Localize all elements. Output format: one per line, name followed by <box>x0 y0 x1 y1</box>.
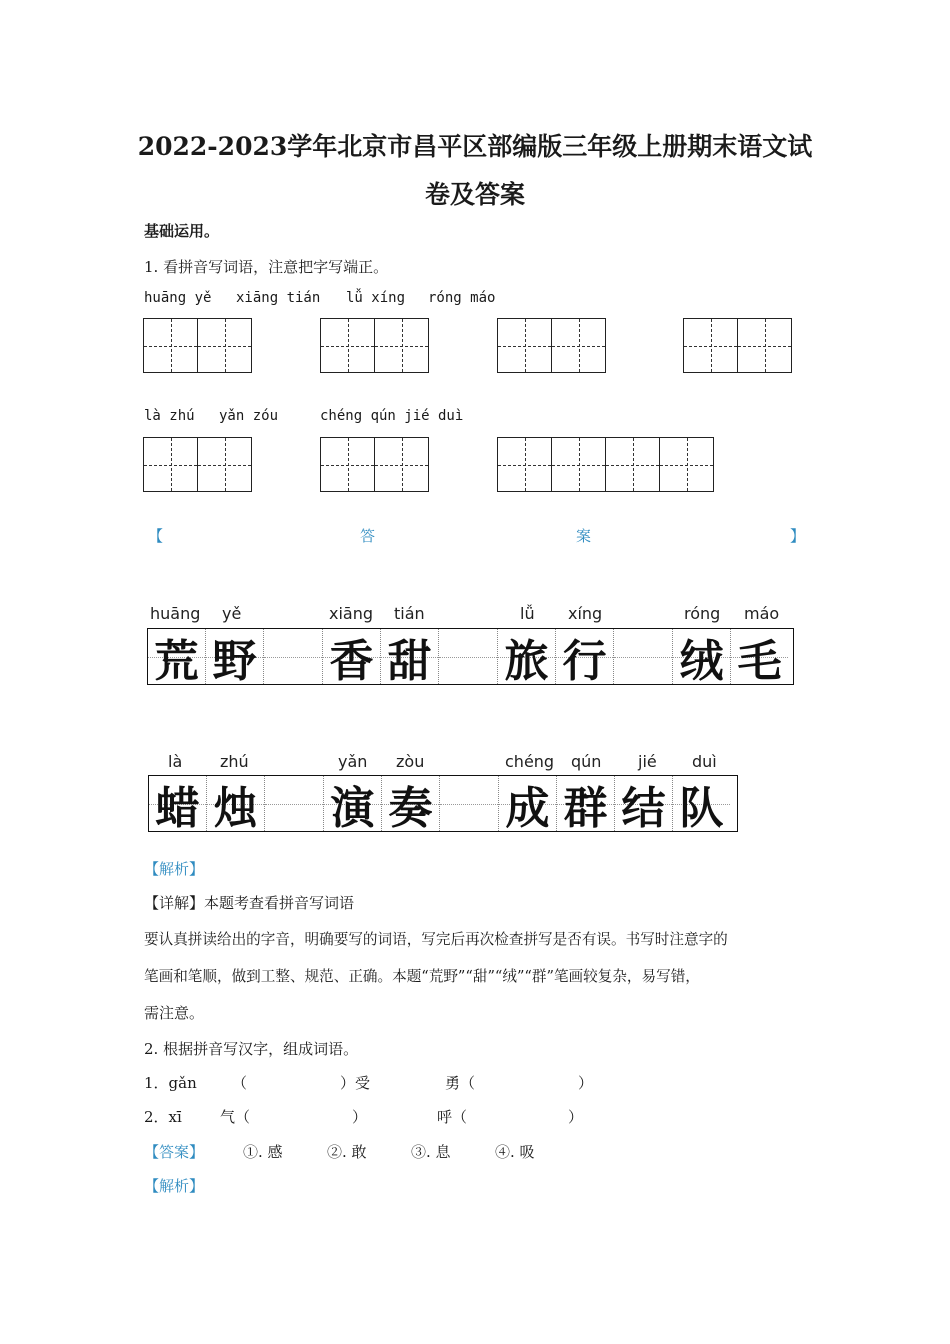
para-line-1: 要认真拼读给出的字音，明确要写的词语，写完后再次检查拼写是否有误。书写时注意字的 <box>144 931 728 948</box>
ans-py: huāng <box>150 604 201 623</box>
ans-py: máo <box>744 604 780 623</box>
detail-label: 【详解】 <box>144 894 205 912</box>
q2-line2-d: ） <box>568 1108 584 1126</box>
ans-char: 结 <box>621 782 666 834</box>
write-grid-2[interactable] <box>320 318 429 373</box>
section-heading: 基础运用。 <box>144 222 220 240</box>
q2-line1-open: （ <box>232 1074 248 1092</box>
ans-py: zhú <box>220 752 249 771</box>
detail-text: 本题考查看拼音写词语 <box>204 894 355 912</box>
q2-line1-d: ） <box>578 1074 594 1092</box>
write-grid-1[interactable] <box>143 318 252 373</box>
ans-char: 野 <box>212 635 257 687</box>
q2-answer-3: ③. 息 <box>411 1143 451 1161</box>
ans-py: yě <box>222 604 242 623</box>
ans-py: lǚ <box>520 604 535 623</box>
ans-py: zòu <box>396 752 425 771</box>
ans-py: xíng <box>568 604 603 623</box>
write-grid-5[interactable] <box>143 437 252 492</box>
ans-char: 成 <box>505 782 550 834</box>
ans-py: yǎn <box>338 752 368 771</box>
ans-char: 香 <box>329 635 374 687</box>
q2-answer-label: 【答案】 <box>144 1143 205 1161</box>
para-line-3: 需注意。 <box>144 1004 205 1022</box>
write-grid-7[interactable] <box>497 437 714 492</box>
q2-line2-b: ） <box>352 1108 368 1126</box>
q2-line1-close: ）受 <box>340 1074 371 1092</box>
ans-py: chéng <box>505 752 555 771</box>
q2-prompt: 2. 根据拼音写汉字，组成词语。 <box>144 1040 359 1058</box>
answer-strip-1 <box>147 628 794 685</box>
ans-py: róng <box>684 604 721 623</box>
ans-char: 奏 <box>388 782 433 834</box>
ans-char: 烛 <box>213 782 258 834</box>
q2-line2-num: 2．xī <box>144 1108 182 1126</box>
q2-analysis-label: 【解析】 <box>144 1177 205 1195</box>
q2-answer-4: ④. 吸 <box>495 1143 535 1161</box>
ans-char: 绒 <box>679 635 724 687</box>
ans-py: tián <box>394 604 425 623</box>
answer-bracket-close: 】 <box>790 527 806 545</box>
ans-py: là <box>168 752 183 771</box>
doc-title-line2: 卷及答案 <box>424 180 525 209</box>
write-grid-6[interactable] <box>320 437 429 492</box>
ans-char: 队 <box>679 782 724 834</box>
ans-char: 旅 <box>504 635 549 687</box>
ans-char: 甜 <box>387 635 432 687</box>
ans-char: 蜡 <box>155 782 200 834</box>
ans-char: 荒 <box>154 635 199 687</box>
ans-char: 群 <box>563 782 608 834</box>
ans-py: duì <box>692 752 717 771</box>
ans-py: xiāng <box>329 604 374 623</box>
write-grid-4[interactable] <box>683 318 792 373</box>
ans-char: 毛 <box>737 635 782 687</box>
pinyin-4: róng máo <box>428 290 496 306</box>
pinyin-2: xiāng tián <box>236 290 321 306</box>
q2-line2-a: 气（ <box>220 1108 251 1126</box>
answer-strip-2 <box>148 775 738 832</box>
detail-line <box>144 892 354 913</box>
pinyin-7: chéng qún jié duì <box>320 408 464 424</box>
q1-prompt: 1. 看拼音写词语，注意把字写端正。 <box>144 258 389 276</box>
answer-label-b: 案 <box>576 527 592 545</box>
answer-bracket-open: 【 <box>148 527 164 545</box>
q2-answer-1: ①. 感 <box>243 1143 283 1161</box>
q2-line1-num: 1．gǎn <box>144 1074 197 1092</box>
para-line-2: 笔画和笔顺，做到工整、规范、正确。本题“荒野”“甜”“绒”“群”笔画较复杂，易写错， <box>144 968 700 985</box>
q2-line1-c: 勇（ <box>445 1074 476 1092</box>
pinyin-5: là zhú <box>144 408 195 424</box>
q2-line2-c: 呼（ <box>437 1108 468 1126</box>
ans-py: jié <box>638 752 657 771</box>
doc-title-line1: 2022-2023学年北京市昌平区部编版三年级上册期末语文试 <box>137 132 813 161</box>
analysis-label: 【解析】 <box>144 860 205 878</box>
ans-py: qún <box>571 752 602 771</box>
pinyin-1: huāng yě <box>144 290 212 306</box>
ans-char: 行 <box>562 635 607 687</box>
q2-answer-2: ②. 敢 <box>327 1143 367 1161</box>
answer-label-a: 答 <box>360 527 376 545</box>
ans-char: 演 <box>330 782 375 834</box>
write-grid-3[interactable] <box>497 318 606 373</box>
pinyin-3: lǚ xíng <box>346 290 406 306</box>
pinyin-6: yǎn zóu <box>219 408 279 424</box>
